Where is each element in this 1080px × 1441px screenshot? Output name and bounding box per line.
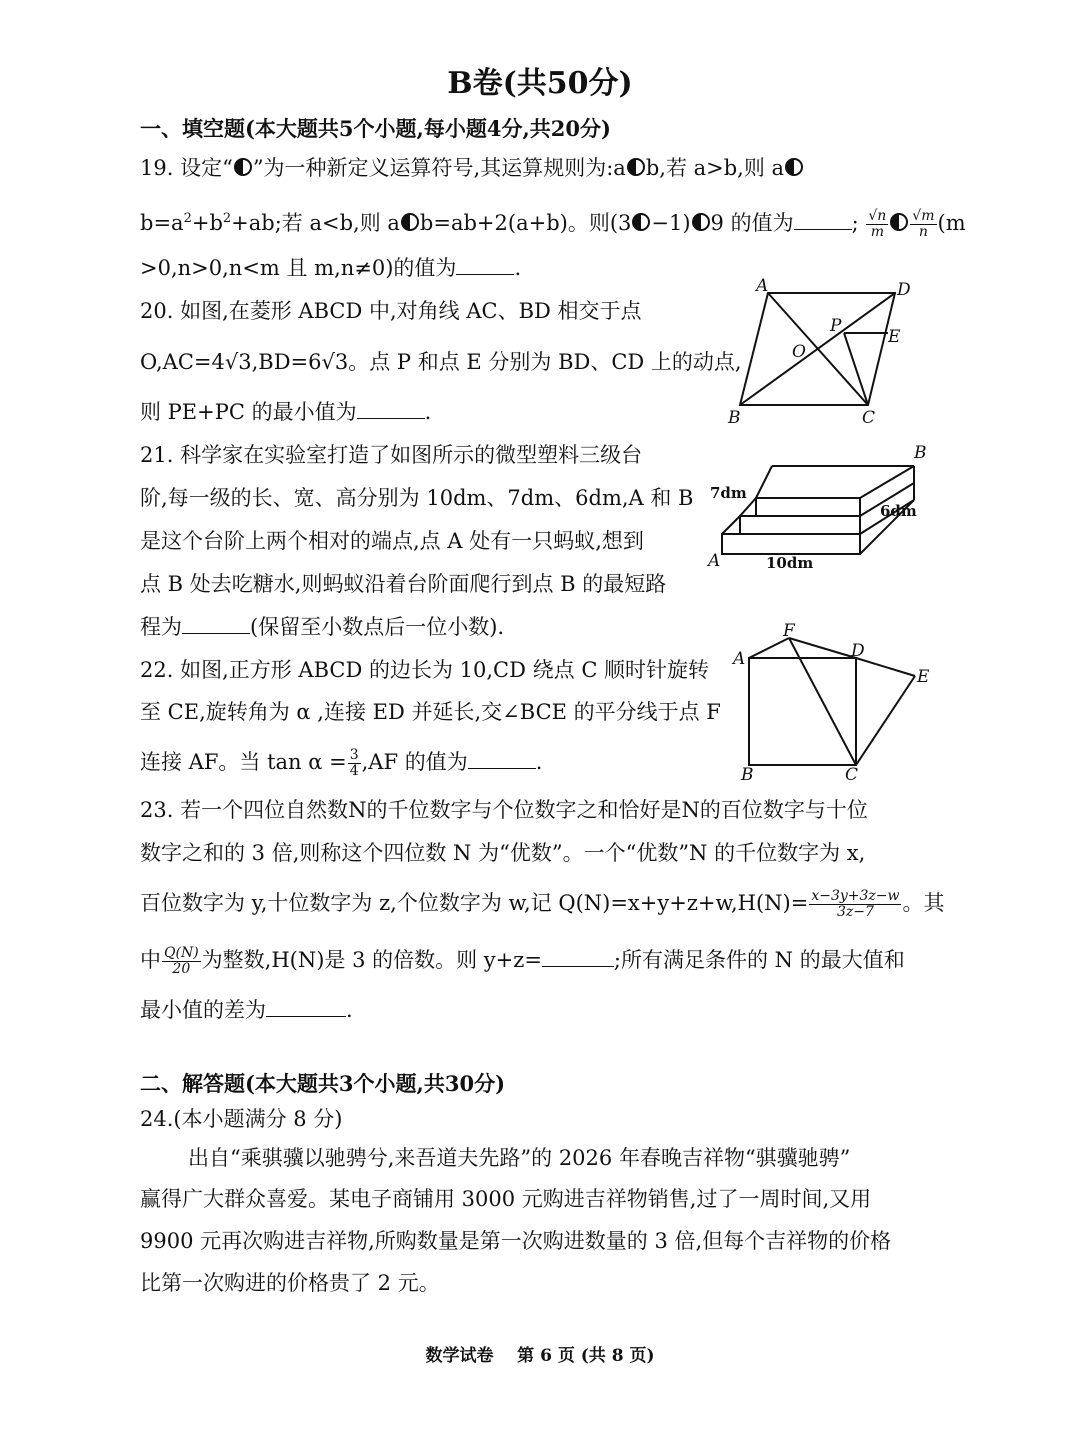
half-circle-icon [401, 213, 419, 231]
q21-line5: 程为 (保留至小数点后一位小数). [140, 615, 505, 639]
segment-de [856, 658, 915, 676]
label-A: A [756, 276, 769, 296]
q21-line1: 21. 科学家在实验室打造了如图所示的微型塑料三级台 [140, 443, 643, 467]
q23-line5: 最小值的差为 . [140, 998, 353, 1022]
fraction: $\frac{√n}{m}$ [868, 208, 887, 240]
label-height: 6dm [880, 502, 917, 520]
answer-blank[interactable] [468, 748, 536, 769]
q24-line2: 赢得广大群众喜爱。某电子商铺用 3000 元购进吉祥物销售,过了一周时间,又用 [140, 1187, 872, 1211]
q20-line3: 则 PE+PC 的最小值为 . [140, 400, 432, 424]
q24-line1: 出自“乘骐骥以驰骋兮,来吾道夫先路”的 2026 年春晚吉祥物“骐骥驰骋” [188, 1146, 851, 1170]
q23-line4: 中 $\frac{Q(N)}{20}$ 为整数,H(N)是 3 的倍数。则 y+z= ;所有满足条件的 N 的最大值和 [140, 945, 905, 977]
q20-line1: 20. 如图,在菱形 ABCD 中,对角线 AC、BD 相交于点 [140, 299, 642, 323]
square-abcd [749, 658, 856, 765]
q21-line4: 点 B 处去吃糖水,则蚂蚁沿着台阶面爬行到点 B 的最短路 [140, 572, 667, 596]
label-C: C [845, 765, 859, 785]
label-B: B [741, 765, 754, 785]
label-B: B [728, 408, 741, 428]
step-2-front [740, 516, 860, 534]
rhombus-figure [720, 275, 930, 430]
q21-line3: 是这个台阶上两个相对的端点,点 A 处有一只蚂蚁,想到 [140, 529, 644, 553]
answer-blank[interactable] [357, 398, 425, 419]
half-circle-icon [234, 158, 252, 176]
q19-line1: 19. 设定“ ”为一种新定义运算符号,其运算规则为:a b,若 a>b,则 a [140, 153, 804, 183]
fraction: $\frac{√m}{n}$ [912, 208, 935, 240]
fraction: $\frac{Q(N)}{20}$ [164, 945, 199, 977]
answer-blank[interactable] [542, 946, 614, 967]
q23-line1: 23. 若一个四位自然数N的千位数字与个位数字之和恰好是N的百位数字与十位 [140, 798, 868, 822]
section2-heading: 二、解答题(本大题共3个小题,共30分) [140, 1071, 506, 1096]
answer-blank[interactable] [266, 996, 346, 1017]
label-width: 7dm [710, 484, 747, 502]
q23-line2: 数字之和的 3 倍,则称这个四位数 N 为“优数”。一个“优数”N 的千位数字为 x, [140, 841, 866, 865]
segment-ce [856, 676, 915, 765]
q20-line2: O,AC=4√3,BD=6√3。点 P 和点 E 分别为 BD、CD 上的动点, [140, 350, 742, 374]
q24-head: 24.(本小题满分 8 分) [140, 1107, 343, 1131]
half-circle-icon [890, 213, 908, 231]
page-title: B卷(共50分) [447, 66, 633, 101]
fraction: $\frac{x-3y+3z-w}{3z-7}$ [811, 888, 900, 920]
label-D: D [897, 280, 911, 300]
answer-blank[interactable] [182, 613, 250, 634]
label-C: C [862, 408, 876, 428]
q21-line2: 阶,每一级的长、宽、高分别为 10dm、7dm、6dm,A 和 B [140, 486, 694, 510]
label-E: E [917, 667, 930, 687]
answer-blank[interactable] [456, 254, 514, 275]
section1-heading: 一、填空题(本大题共5个小题,每小题4分,共20分) [140, 116, 611, 141]
q24-line4: 比第一次购进的价格贵了 2 元。 [140, 1271, 440, 1295]
label-D: D [851, 641, 865, 661]
half-circle-icon [785, 158, 803, 176]
q22-line3: 连接 AF。当 tan α = $\frac{3}{4}$ ,AF 的值为 . [140, 747, 543, 779]
label-B: B [914, 443, 927, 463]
label-A: A [733, 649, 746, 669]
label-F: F [783, 621, 795, 641]
q22-line2: 至 CE,旋转角为 α ,连接 ED 并延长,交∠BCE 的平分线于点 F [140, 700, 721, 724]
segment-af [749, 638, 789, 658]
label-E: E [888, 327, 901, 347]
q19-line3: >0,n>0,n<m 且 m,n≠0)的值为 . [140, 256, 522, 280]
label-length: 10dm [766, 554, 814, 572]
step-3-front [756, 498, 860, 516]
staircase-figure [700, 438, 940, 578]
answer-blank[interactable] [794, 209, 852, 230]
q22-line1: 22. 如图,正方形 ABCD 的边长为 10,CD 绕点 C 顺时针旋转 [140, 658, 710, 682]
half-circle-icon [632, 213, 650, 231]
label-O: O [792, 342, 806, 362]
step-1-front [722, 534, 860, 554]
fraction: $\frac{3}{4}$ [349, 747, 359, 779]
half-circle-icon [692, 213, 710, 231]
q19-line2: $b=a^2+b^2+ab$;若 a<b,则 a b=ab+2(a+b)。则(3 −1) 9 的值为 ; $\frac{√n}{m}$ $\frac{√m}{n}$ (m [140, 208, 966, 240]
label-P: P [830, 316, 842, 336]
segment-pc [844, 333, 868, 405]
q23-line3: 百位数字为 y,十位数字为 z,个位数字为 w,记 Q(N)=x+y+z+w,H(N)= $\frac{x-3y+3z-w}{3z-7}$ 。其 [140, 888, 945, 920]
page-footer: 数学试卷 第 6 页 (共 8 页) [425, 1346, 655, 1366]
half-circle-icon [627, 158, 645, 176]
square-figure [725, 620, 940, 785]
q24-line3: 9900 元再次购进吉祥物,所购数量是第一次购进数量的 3 倍,但每个吉祥物的价格 [140, 1229, 892, 1253]
label-A: A [708, 551, 721, 571]
